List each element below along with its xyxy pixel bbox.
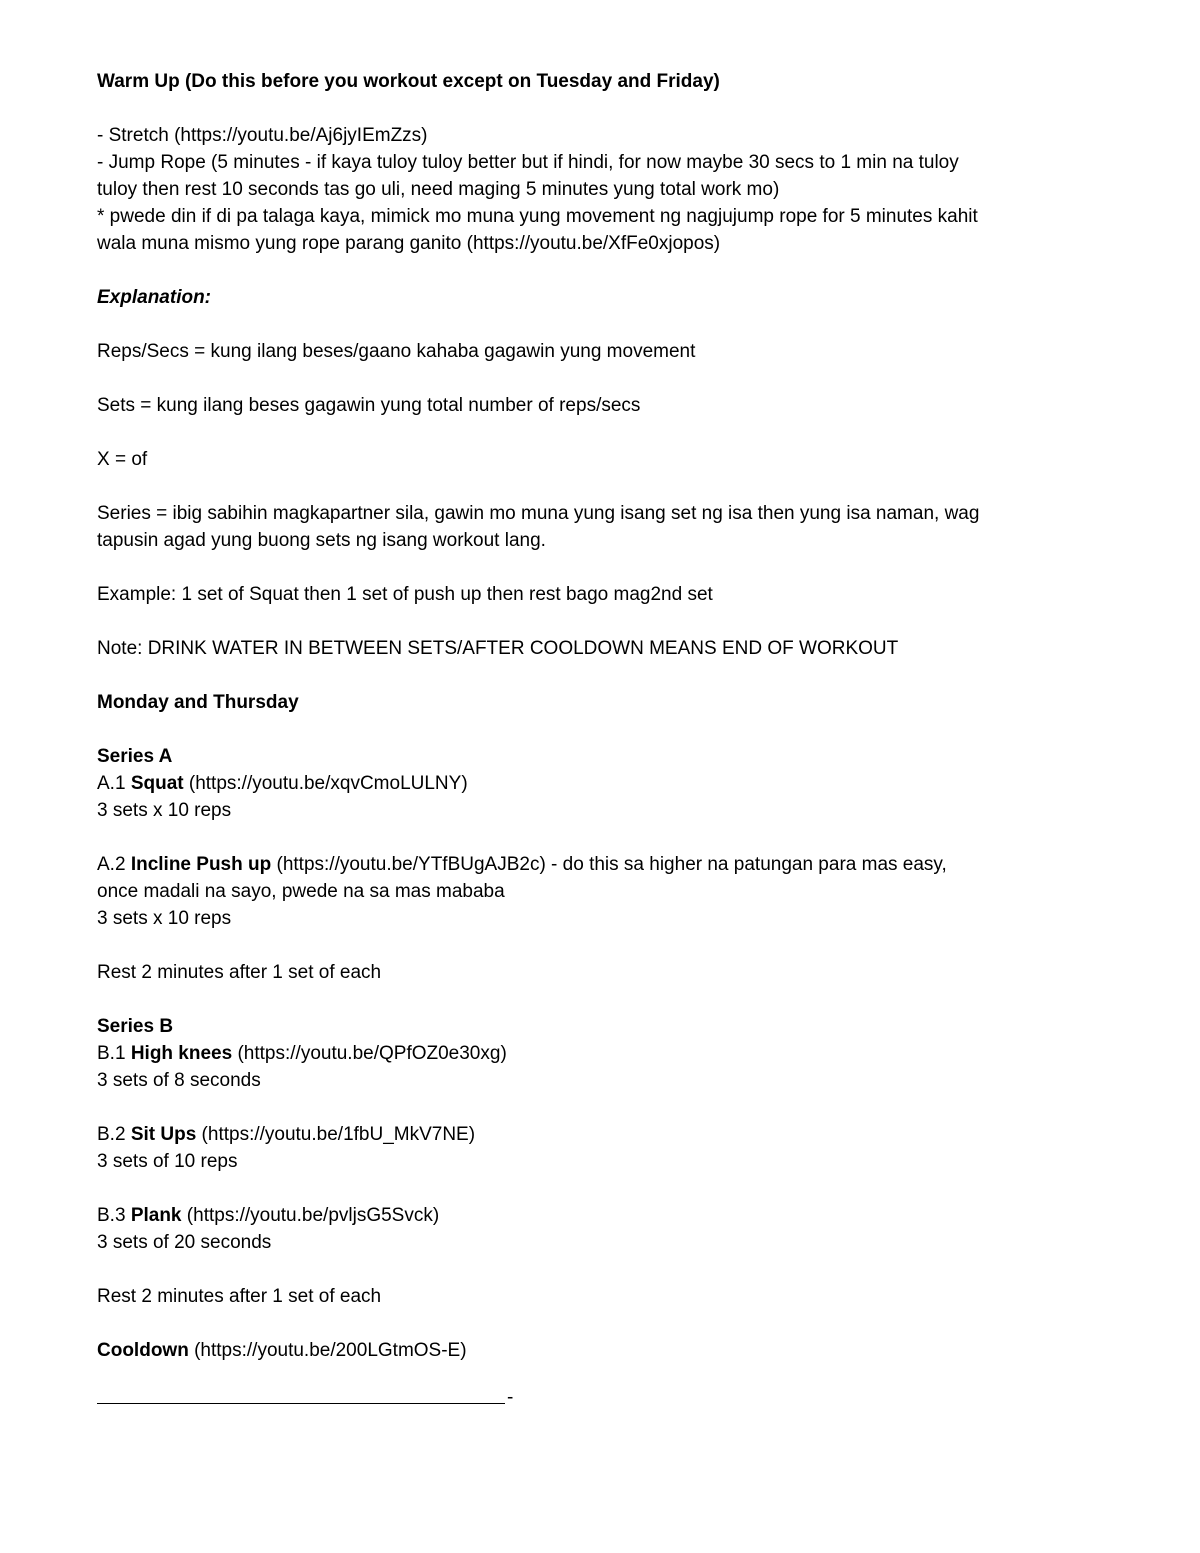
exercise-a1-prefix: A.1 xyxy=(97,773,131,794)
warmup-jump-rope-line-2: tuloy then rest 10 seconds tas go uli, need maging 5 minutes yung total work mo) xyxy=(97,179,780,200)
exercise-b3-link: (https://youtu.be/pvljsG5Svck) xyxy=(181,1205,440,1226)
cooldown-link: (https://youtu.be/200LGtmOS-E) xyxy=(188,1340,467,1361)
exercise-a2-prefix: A.2 xyxy=(97,854,131,875)
exercise-b3-prefix: B.3 xyxy=(97,1205,131,1226)
cooldown xyxy=(97,1337,1107,1364)
exercise-a1 xyxy=(97,770,1107,797)
exercise-b2 xyxy=(97,1121,1107,1148)
explanation-series-line-2: tapusin agad yung buong sets ng isang workout lang. xyxy=(97,530,546,551)
explanation-example: Example: 1 set of Squat then 1 set of push up then rest bago mag2nd set xyxy=(97,584,713,605)
series-b-title: Series B xyxy=(97,1016,174,1037)
warmup-jump-rope-line-1: - Jump Rope (5 minutes - if kaya tuloy tuloy better but if hindi, for now maybe 30 secs to 1 min na tuloy xyxy=(97,152,959,173)
exercise-b1 xyxy=(97,1040,1107,1067)
document-page xyxy=(97,68,1107,1407)
exercise-b2-prefix: B.2 xyxy=(97,1124,131,1145)
exercise-b2-sets: 3 sets of 10 reps xyxy=(97,1151,238,1172)
exercise-a2-description: (https://youtu.be/YTfBUgAJB2c) - do this sa higher na patungan para mas easy, xyxy=(271,854,947,875)
exercise-a2-sets: 3 sets x 10 reps xyxy=(97,908,232,929)
explanation-note: Note: DRINK WATER IN BETWEEN SETS/AFTER COOLDOWN MEANS END OF WORKOUT xyxy=(97,638,899,659)
warmup-note-line-1: * pwede din if di pa talaga kaya, mimick mo muna yung movement ng nagjujump rope for 5 minutes kahit xyxy=(97,206,978,227)
exercise-b3-sets: 3 sets of 20 seconds xyxy=(97,1232,272,1253)
series-a-rest: Rest 2 minutes after 1 set of each xyxy=(97,962,382,983)
warmup-heading: Warm Up (Do this before you workout except on Tuesday and Friday) xyxy=(97,71,720,92)
explanation-series-line-1: Series = ibig sabihin magkapartner sila, gawin mo muna yung isang set ng isa then yung isa naman, wag xyxy=(97,503,980,524)
divider-tail: - xyxy=(507,1387,514,1408)
explanation-heading: Explanation: xyxy=(97,287,212,308)
exercise-b1-sets: 3 sets of 8 seconds xyxy=(97,1070,261,1091)
section-divider xyxy=(97,1387,1107,1408)
exercise-a1-link: (https://youtu.be/xqvCmoLULNY) xyxy=(183,773,468,794)
exercise-b2-name: Sit Ups xyxy=(130,1124,197,1145)
schedule-heading: Monday and Thursday xyxy=(97,692,299,713)
warmup-stretch: - Stretch (https://youtu.be/Aj6jyIEmZzs) xyxy=(97,125,428,146)
exercise-b1-link: (https://youtu.be/QPfOZ0e30xg) xyxy=(232,1043,507,1064)
series-b-rest: Rest 2 minutes after 1 set of each xyxy=(97,1286,382,1307)
exercise-b3 xyxy=(97,1202,1107,1229)
cooldown-name: Cooldown xyxy=(97,1340,189,1361)
exercise-a2-description-line-2: once madali na sayo, pwede na sa mas mababa xyxy=(97,881,505,902)
exercise-a1-sets: 3 sets x 10 reps xyxy=(97,800,232,821)
divider-rule xyxy=(97,1403,505,1404)
exercise-a1-name: Squat xyxy=(130,773,184,794)
exercise-b1-name: High knees xyxy=(130,1043,233,1064)
explanation-x: X = of xyxy=(97,449,148,470)
series-a-title: Series A xyxy=(97,746,173,767)
explanation-reps: Reps/Secs = kung ilang beses/gaano kahaba gagawin yung movement xyxy=(97,341,696,362)
exercise-b1-prefix: B.1 xyxy=(97,1043,131,1064)
exercise-a2 xyxy=(97,851,1107,878)
exercise-a2-name: Incline Push up xyxy=(130,854,272,875)
exercise-b3-name: Plank xyxy=(130,1205,182,1226)
warmup-note-line-2: wala muna mismo yung rope parang ganito (https://youtu.be/XfFe0xjopos) xyxy=(97,233,721,254)
exercise-b2-link: (https://youtu.be/1fbU_MkV7NE) xyxy=(196,1124,476,1145)
explanation-sets: Sets = kung ilang beses gagawin yung total number of reps/secs xyxy=(97,395,641,416)
